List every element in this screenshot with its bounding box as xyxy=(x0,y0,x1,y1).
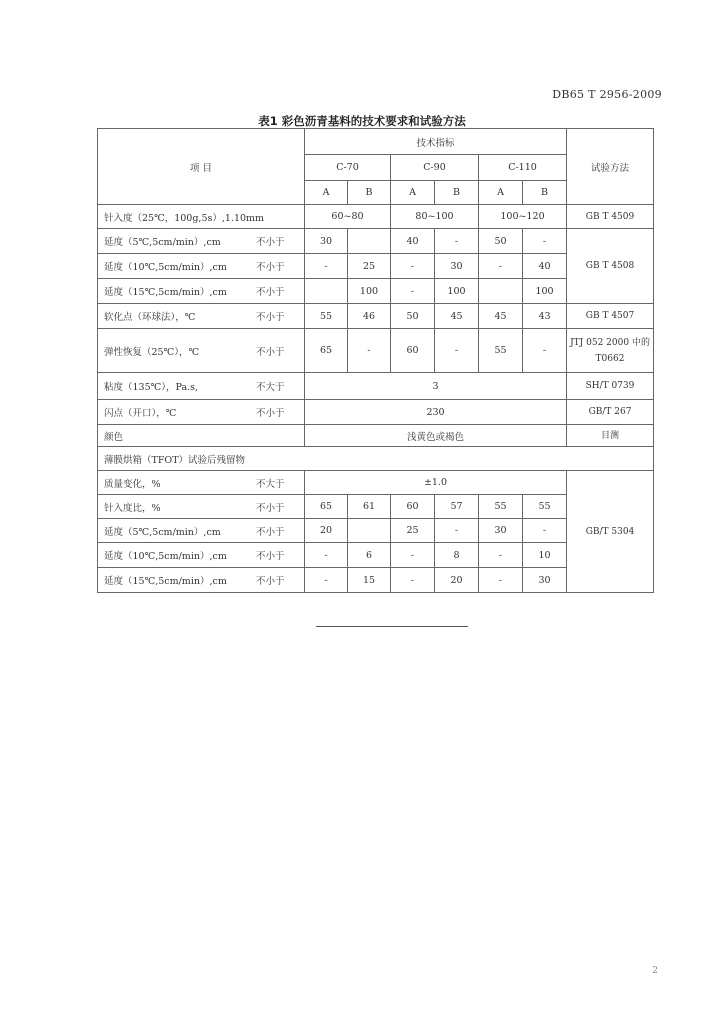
row-item: 粘度（135℃），Pa.s, 不大于 xyxy=(98,373,305,400)
row-requirement: 不小于 xyxy=(256,408,285,419)
row-value: 65 xyxy=(305,329,348,373)
row-value: - xyxy=(391,543,435,568)
row-value: - xyxy=(435,229,479,254)
row-value: - xyxy=(305,254,348,279)
row-value: 20 xyxy=(435,568,479,593)
row-value: 50 xyxy=(479,229,523,254)
row-requirement: 不小于 xyxy=(256,502,285,514)
row-item: 延度（15℃,5cm/min）,cm 不小于 xyxy=(98,279,305,304)
row-value: 55 xyxy=(479,329,523,373)
row-value: 50 xyxy=(391,304,435,329)
header-item: 项 目 xyxy=(98,129,305,205)
row-method: GB/T 5304 xyxy=(567,471,654,593)
row-requirement: 不小于 xyxy=(256,576,285,587)
row-value: - xyxy=(523,519,567,543)
row-value: 230 xyxy=(305,400,567,425)
section-heading: 薄膜烘箱（TFOT）试验后残留物 xyxy=(98,447,654,471)
row-value: - xyxy=(523,229,567,254)
grade-c90: C-90 xyxy=(391,155,479,181)
row-value: - xyxy=(305,568,348,593)
row-value: 65 xyxy=(305,495,348,519)
table-title: 表1 彩色沥青基料的技术要求和试验方法 xyxy=(258,114,466,128)
row-method: JTJ 052 2000 中的 T0662 xyxy=(567,329,654,373)
table-row xyxy=(98,229,654,254)
row-requirement: 不小于 xyxy=(256,346,285,358)
row-requirement: 不小于 xyxy=(256,551,285,562)
row-value: 10 xyxy=(523,543,567,568)
row-method: GB/T 267 xyxy=(567,400,654,425)
row-value: 15 xyxy=(348,568,391,593)
page-number: 2 xyxy=(652,966,658,976)
row-item: 延度（15℃,5cm/min）,cm 不小于 xyxy=(98,568,305,593)
row-value: 25 xyxy=(391,519,435,543)
sub-header: A xyxy=(305,181,348,205)
row-method: 目测 xyxy=(567,425,654,447)
row-value: 55 xyxy=(479,495,523,519)
row-method: GB T 4507 xyxy=(567,304,654,329)
row-value xyxy=(348,229,391,254)
row-value: 浅黄色或褐色 xyxy=(305,425,567,447)
row-item: 延度（5℃,5cm/min）,cm 不小于 xyxy=(98,229,305,254)
row-value: - xyxy=(479,543,523,568)
row-requirement: 不大于 xyxy=(256,382,285,393)
row-item: 延度（5℃,5cm/min）,cm 不小于 xyxy=(98,519,305,543)
row-value: 61 xyxy=(348,495,391,519)
row-value: 43 xyxy=(523,304,567,329)
row-value: 100 xyxy=(348,279,391,304)
end-rule xyxy=(316,626,468,627)
row-value: 25 xyxy=(348,254,391,279)
row-value: 57 xyxy=(435,495,479,519)
row-requirement: 不小于 xyxy=(256,262,285,273)
row-item: 颜色 xyxy=(98,425,305,447)
table-row xyxy=(98,471,654,495)
row-value: - xyxy=(391,568,435,593)
sub-header: B xyxy=(348,181,391,205)
grade-c110: C-110 xyxy=(479,155,567,181)
row-value: - xyxy=(435,329,479,373)
header-tech: 技术指标 xyxy=(305,129,567,155)
sub-header: B xyxy=(435,181,479,205)
row-value: 8 xyxy=(435,543,479,568)
table-row xyxy=(98,329,654,373)
row-method: SH/T 0739 xyxy=(567,373,654,400)
row-value: 3 xyxy=(305,373,567,400)
row-value: 60 xyxy=(391,495,435,519)
row-value: ±1.0 xyxy=(305,471,567,495)
row-requirement: 不大于 xyxy=(256,478,285,490)
header-method: 试验方法 xyxy=(567,129,654,205)
row-value: 55 xyxy=(523,495,567,519)
row-item: 闪点（开口），℃ 不小于 xyxy=(98,400,305,425)
row-item: 延度（10℃,5cm/min）,cm 不小于 xyxy=(98,543,305,568)
row-value: - xyxy=(305,543,348,568)
row-value xyxy=(305,279,348,304)
row-value: 60~80 xyxy=(305,205,391,229)
row-value: - xyxy=(391,279,435,304)
row-item: 质量变化，% 不大于 xyxy=(98,471,305,495)
row-value: - xyxy=(479,254,523,279)
sub-header: A xyxy=(479,181,523,205)
row-value: - xyxy=(479,568,523,593)
row-value: 45 xyxy=(435,304,479,329)
row-value: 55 xyxy=(305,304,348,329)
table-row xyxy=(98,205,654,229)
row-value: - xyxy=(523,329,567,373)
row-value: 20 xyxy=(305,519,348,543)
row-value: 46 xyxy=(348,304,391,329)
table-row-section xyxy=(98,447,654,471)
row-value: 100~120 xyxy=(479,205,567,229)
row-method: GB T 4509 xyxy=(567,205,654,229)
row-item: 针入度（25℃，100g,5s）,1.10mm xyxy=(98,205,305,229)
table-row xyxy=(98,373,654,400)
row-requirement: 不小于 xyxy=(256,312,285,323)
row-item: 针入度比，% 不小于 xyxy=(98,495,305,519)
row-value: 40 xyxy=(391,229,435,254)
row-value: 6 xyxy=(348,543,391,568)
row-value: 30 xyxy=(479,519,523,543)
table-row xyxy=(98,304,654,329)
row-item: 延度（10℃,5cm/min）,cm 不小于 xyxy=(98,254,305,279)
row-value: 100 xyxy=(435,279,479,304)
table-row xyxy=(98,400,654,425)
row-value: 100 xyxy=(523,279,567,304)
table-row xyxy=(98,425,654,447)
row-requirement: 不小于 xyxy=(256,287,285,298)
row-item: 弹性恢复（25℃），℃ 不小于 xyxy=(98,329,305,373)
row-value: 40 xyxy=(523,254,567,279)
row-value: - xyxy=(348,329,391,373)
header-row-1 xyxy=(98,129,654,155)
row-requirement: 不小于 xyxy=(256,237,285,248)
row-value: 60 xyxy=(391,329,435,373)
row-value: - xyxy=(435,519,479,543)
sub-header: B xyxy=(523,181,567,205)
row-value xyxy=(348,519,391,543)
row-method: GB T 4508 xyxy=(567,229,654,304)
row-value xyxy=(479,279,523,304)
grade-c70: C-70 xyxy=(305,155,391,181)
document-code: DB65 T 2956-2009 xyxy=(552,88,662,101)
sub-header: A xyxy=(391,181,435,205)
row-value: 30 xyxy=(523,568,567,593)
row-value: - xyxy=(391,254,435,279)
row-value: 30 xyxy=(305,229,348,254)
row-item: 软化点（环球法），℃ 不小于 xyxy=(98,304,305,329)
row-requirement: 不小于 xyxy=(256,526,285,538)
row-value: 45 xyxy=(479,304,523,329)
row-value: 80~100 xyxy=(391,205,479,229)
row-value: 30 xyxy=(435,254,479,279)
spec-table xyxy=(97,128,654,593)
